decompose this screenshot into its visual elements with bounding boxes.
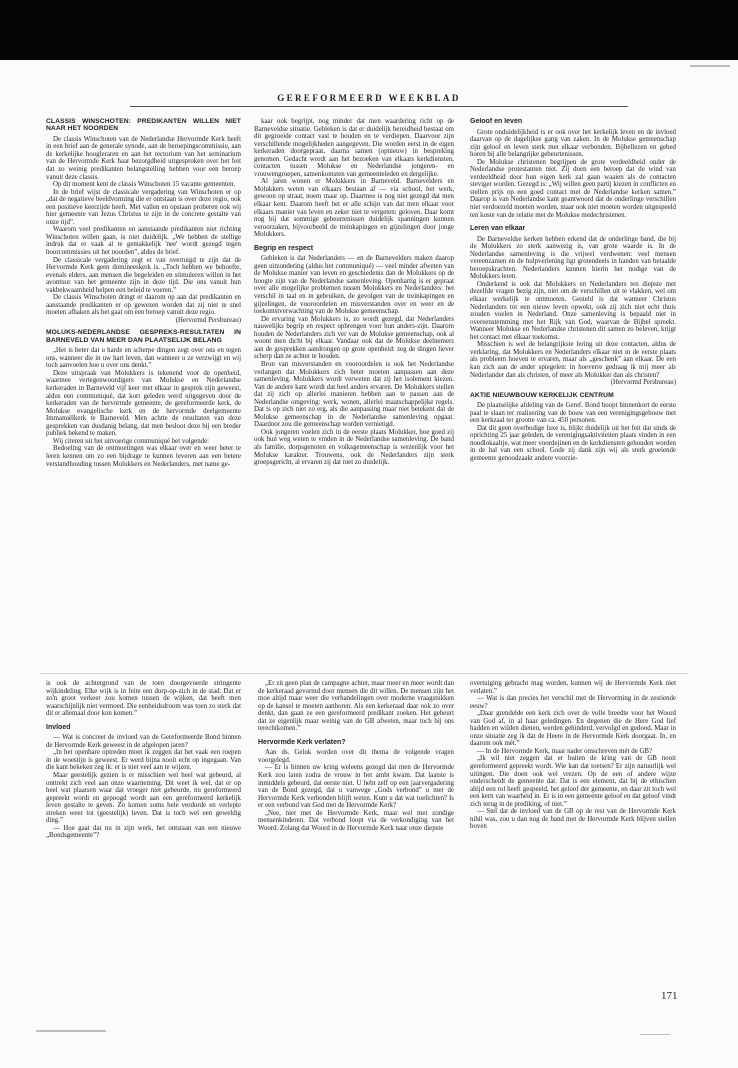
- paragraph: Gebleken is dat Nederlanders — en de Barnevelders maken daarop geen uitzondering (aldus het communiqué) — veel minder afweten van de Molukse manier van leven en geschiedenis dan de Molukkers op de hoogte zijn van de Nederlandse samenleving. Openhartig is er gepraat over alle mogelijke problemen tussen Molukkers en Nederlanders: het verschil in taal en in gebruiken, de gevolgen van de treinkapingen en gijzelingen, de vooroordelen en misverstanden over en weer en de toekomstverwachting van de Molukse gemeenschap.: [254, 255, 454, 316]
- paragraph: Dat dit geen overbodige luxe is, blijkt duidelijk uit het feit dat sinds de oprichting 25 jaar geleden, de verenigingsaktiviteiten plaats vinden in een noodlokaaltje, wat meer voordejinen en de kerkdiensten gehouden worden in de hal van een school. Gode zij dank zijn wij als sterk groeiende gemeente genoodzaakt andere voorzie-: [470, 424, 676, 462]
- subheading: Leren van elkaar: [470, 225, 526, 233]
- paragraph: „Ik wil niet zeggen dat er buiten de kring van de GB nooit gereformeerd gepreekt wordt. Wie kan dat toetsen? Er zijn natuurlijk wel uitingen. Die doen ook wel vrezen. Op de een of andere wijze onderscheidt de gemeente dat. Dat is een element, dat bij de ethischen altijd een rol heeft gespeeld, het geloof der gemeente, en daar zit toch wel een kern van waarheid in. Er is in een gemeente geloof en dat geloof vindt zich terug in de prediking, of niet.”: [470, 755, 676, 808]
- paragraph: „Daar grendelde een kerk zich over de volle breedte voor het Woord van God af, in al haar geledingen. En degenen die de Here God lief hadden en wilden dienen, werden gehinderd, vervolgd en gedood. Maar in onze situatie zeg ik dat de Heere in de Hervormde Kerk doorgaat. In, en daarom ook mèt.”: [470, 710, 676, 748]
- paragraph: Maar geestelijk gezien is er misschien wel heel wat gebeurd, al onttrekt zich veel aan onze waarneming. Dit weet ik wel, dat er op heel wat plaatsen waar dat vroeger niet gebeurde, nu gereformeerd gepreekt wordt en gepoogd wordt aan een gereformeerd kerkelijk leven gestalte te geven. Zo komen soms hele verdorde en verlepte streken weer tot (geestelijk) leven. Dat is toch wel een geweldig ding.”: [46, 772, 241, 825]
- signature: (Hervormd Persbureau): [175, 316, 241, 324]
- paragraph: De ervaring van Molukkers is, zo wordt gezegd, dat Nederlanders nauwelijks begrip en respect opbrengen voor hun anders-zijn. Daarom houden de Nederlanders zich ver van de Molukse gemeenschap, ook al woont men dicht bij elkaar. Vandaar ook dat de Molukse deelnemers aan de gesprekken aandrongen op grote openheid: zeg de dingen liever scherp dan ze achter te houden.: [254, 315, 454, 361]
- paragraph: Misschien is wel de belangrijkste lering uit deze contacten, aldus de verklaring, dat Molukkers en Nederlanders elkaar niet in de eerste plaats als probleem hoeven te ervaren, maar als „geschenk” aan elkaar. De een kan zich aan de ander spiegelen: in hoeverre gedraag ik mij meer als Nederlander dan als christen, of meer als Molukker dan als christen?: [470, 341, 676, 379]
- column-2: [254, 118, 454, 670]
- paragraph: „In het openbare optreden moet ik zeggen dat het vaak een roepen in de woestijn is geweest. Er werd bijna nooit echt op ingegaan. Van die kant bekeken zeg ik: er is niet veel aan te wijzen.: [46, 749, 241, 772]
- paragraph: — Wat is dan precies het verschil met de Hervorming in de zestiende eeuw?: [470, 695, 676, 710]
- scan-mark: [690, 65, 730, 67]
- scan-mark: [640, 1034, 670, 1035]
- paragraph: Aan ds. Geluk worden over dit thema de volgende vragen voorgelegd.: [258, 749, 454, 764]
- column-6: [470, 680, 676, 980]
- column-4: [46, 680, 241, 980]
- article-heading: AKTIE NIEUWBOUW KERKELIJK CENTRUM: [470, 391, 614, 399]
- paragraph: De plaatselijke afdeling van de Geref. Bond hoopt binnenkort de eerste paal te slaan ter realisering van de bouw van een verenigingsgebouw met een kerkzaal ter grootte van ca. 450 personen.: [470, 402, 676, 425]
- paragraph: overtuiging gebracht mag worden, kunnen wij de Hervormde Kerk niet verlaten.”: [470, 680, 676, 695]
- article-heading: MOLUKS-NEDERLANDSE GESPREKS-RESULTATEN IN BARNEVELD VAN MEER DAN PLAATSELIJK BELANG: [46, 329, 241, 344]
- paragraph: kaar ook begrijpt, nog minder dat men waardering richt op de Barneveldse situatie. Gebleken is dat er duidelijk bereidheid bestaat om dit gegroeide contact vast te houden en te verdiepen. Daarvoor zijn verschillende mogelijkheden aangegeven. Die worden eerst in de eigen kerkeraden doorgepraat, daarna samen (opnieuw) in bespreking genomen. Gedacht wordt aan het bezoeken van elkaars kerkdiensten, contacten tussen Molukse en Nederlandse jongeren- en vrouwengroepen, samenkomsten van gemeenteleden en dergelijke.: [254, 118, 454, 178]
- paragraph: Onderkend is ook dat Molukkers en Nederlanders ten diepste met dezelfde vragen bezig zijn, niet om de verschillen uit te vlakken, wel om elkaar werkelijk te ontmoeten. Gesteld is dat wanneer Christus Nederlanders tot een nieuw leven opwekt, ook zij zich niet echt thuis zouden voelen in Nederland. Onze samenleving is bepaald niet in overeenstemming met het Rijk van God, waarvan de Bijbel spreekt. Wanneer Molukse en Nederlandse christenen dit samen zo beleven, krijgt het contact met elkaar toekomst.: [470, 280, 676, 341]
- paragraph: Ook jongeren voelen zich in de eerste plaats Molukker, hoe goed zij ook hun weg weten te vinden in de Nederlandse samenleving. De band als familie, dorpsgenoten en volksgemeenschap is wezenlijk voor het Molukse karakter. Trouwens, ook de Nederlanders zijn sterk groepsgericht, al ervaren zij dat niet zo duidelijk.: [254, 428, 454, 467]
- paragraph: De classis Winschoten van de Nederlandse Hervormde Kerk heeft in een brief aan de generale synode, aan de beroepingscommissie, aan de kerkelijke hoogleraren en aan het rectorium van het seminarium van de Hervormde Kerk haar bezorgdheid uitgesproken over het feit dat zo weinig predikanten belangstelling hebben voor een beroep vanuit deze classis.: [46, 135, 241, 181]
- signature: (Hervormd Persbureau): [610, 379, 676, 387]
- paragraph: Bedoeling van de ontmoetingen was elkaar over en weer beter te leren kennen om zo een bijdrage te kunnen leveren aan een betere verstandhouding tussen Molukkers en Nederlanders, met name ge-: [46, 445, 241, 468]
- masthead: GEREFORMEERD WEEKBLAD: [277, 93, 461, 103]
- paragraph: Op dit moment kent de classis Winschoten 15 vacante gemeenten.: [53, 181, 236, 189]
- paragraph: Al jaren wonen er Molukkers in Barneveld. Barnevelders en Molukkers weten van elkaars bestaan af — via school, het werk, gewoon op straat, noem maar op. Daarmee is nog niet gezegd dat men elkaar kent. Daarom heeft het er alle schijn van dat men elkaar voor elkaars manier van leven en zeker niet te vergeten: geloven. Daar komt nog bij dat sommige gebeurtenissen duidelijk spanningen kunnen veroorzaken, bijvoorbeeld de treinkapingen en gijzelingen door jonge Molukkers.: [254, 178, 454, 239]
- section-divider: [40, 673, 688, 674]
- masthead-rule: [130, 106, 628, 107]
- paragraph: — Wat is concreet de invloed van de Gereformeerde Bond binnen de Hervormde Kerk geweest in de afgelopen jaren?: [46, 734, 241, 749]
- paragraph: Deze uitspraak van Molukkers is tekenend voor de openheid, waarmee vertegenwoordigers van Molukse en Nederlandse kerkeraden in Barneveld vijf keer met elkaar in gesprek zijn geweest, aldus een communiqué, dat kort geleden werd uitgegeven door de kerkeraden van de hervormde gemeente, de gereformeerde kerk, de Molukse evangelische kerk en de hervormde deelgemeente Immanuëlkerk te Barneveld. Men achtte de resultaten van deze gesprekken van dusdanig belang, dat men besloot deze bij een breder publiek bekend te maken.: [46, 369, 241, 438]
- paragraph: De classis Winschoten dringt er daarom op aan dat predikanten en aanstaande predikanten er op gewezen worden dat zij niet te snel moeten afhaken als het gaat om een beroep vanuit deze regio.: [46, 294, 241, 317]
- column-3: [470, 118, 676, 670]
- paragraph: — Hoe gaat dat nu in zijn werk, het ontstaan van een nieuwe „Bondsgemeente”?: [46, 824, 241, 840]
- column-1: [46, 118, 241, 670]
- paragraph: „Er zit geen plan de campagne achter, maar meer en meer wordt dan de kerkeraad gevormd door mensen die dit willen. De mensen zijn het moe altijd maar weer die verhandelingen over moderne vraagstukken op de kansel te moeten aanhoren. Als een kerkeraad daar ook zo over denkt, dan gaan ze een gereformeerd predikant zoeken. Het gebeurt dat ze eigenlijk maar weinig van de GB afweten, maar toch bij ons terechtkomen.”: [258, 680, 454, 733]
- paragraph: — In de Hervormde Kerk, maar nader omschreven mèt de GB?: [477, 747, 653, 755]
- paragraph: De Molukse christenen begrijpen de grote verdeeldheid onder de Nederlandse protestanten niet. Zij doen een beroep dat de wind van verdeeldheid door hun eigen kerk zal gaan waaien als de contacten steviger worden. Gezegd is: „Wij willen geen partij kiezen in conflicten en stellen prijs op een goed contact met de Nederlandse kerken samen.” Daarop is van Nederlandse kant geantwoord dat de onderlinge verschillen niet verdoezeld moeten worden, maar ook niet moeten worden uitgespeeld ten koste van de relatie met de Molukse medechristenen.: [470, 158, 676, 219]
- column-5: [258, 680, 454, 980]
- subheading: Invloed: [46, 723, 71, 731]
- scan-top-border: [0, 0, 738, 60]
- paragraph: Grote onduidelijkheid is er ook over het kerkelijk leven en de invloed daarvan op de dagelijkse gang van zaken. In de Molukse gemeenschap zijn geloof en leven sterk met elkaar verbonden. Bijbellezen en gebed horen bij alle belangrijke gebeurtenissen.: [470, 128, 676, 159]
- page-number: 171: [661, 990, 678, 1002]
- scan-mark: [36, 1030, 106, 1032]
- subheading: Begrip en respect: [254, 244, 314, 252]
- paragraph: Waarom veel predikanten en aanstaande predikanten niet richting Winschoten willen gaan, is niet duidelijk. „We hebben de stellige indruk dat er vaak al te gemakkelijk 'nee' wordt gezegd tegen hoorcommissies uit het noorden”, aldus de brief.: [46, 226, 241, 257]
- paragraph: Wij citeren uit het uitvoerige communiqué het volgende:: [53, 437, 210, 445]
- paragraph: „Het is beter dat u harde en scherpe dingen zegt over ons en tegen ons, wanneer die in uw hart leven, dan wanneer u ze verzwijgt en wij toch aanvoelen hoe u over ons denkt.”: [46, 347, 241, 370]
- paragraph: In de brief wijst de classicale vergadering van Winschoten er op „dat de negatieve beeldvorming die er ontstaan is over deze regio, ook een positieve keerzijde heeft. Met vallen en opstaan proberen ook wij hier gemeente van Jezus Christus te zijn in de concrete gestalte van onze tijd”.: [46, 188, 241, 226]
- subheading: Hervormde Kerk verlaten?: [258, 738, 346, 746]
- paragraph: Bron van misverstanden en vooroordelen is ook het Nederlandse verlangen dat Molukkers zich beter moeten aanpassen aan deze samenleving. Molukkers wordt verweten dat zij het isolement kiezen. Van de andere kant wordt dat heel anders ervaren. De Molukkers stellen dat zij zich op allerlei manieren hebben aan te passen aan de Nederlandse omgeving: werk, wonen, allerlei maatschappelijke regels. Dat is op zich niet zo erg, als die aanpassing maar niet betekent dat de Molukse gemeenschap in de Nederlandse samenleving opgaat. Daardoor zou die gemeenschap worden vernietigd.: [254, 360, 454, 429]
- paragraph: is ook de achtergrond van de toen doorgevoerde stringente wijkindeling. Elke wijk is in feite een dorp-op-zich in de stad. Dat er zo'n groot verkeer zou komen tussen de wijken, dat heeft men waarschijnlijk niet vermoed. Die eenheidsdroom was toen zo sterk dat dit er allemaal door kon komen.”: [46, 680, 241, 718]
- paragraph: De Barneveldse kerken hebben erkend dat de onderlinge band, die bij de Molukkers zo sterk aanwezig is, van grote waarde is. In de Nederlandse samenleving is die vrijwel verdwenen: veel mensen vereenzamen en de hulpverlening ligt grotendeels in handen van betaalde beroepskrachten. Nederlanders kunnen hierin het nodige van de Molukkers leren.: [470, 235, 676, 281]
- subheading: Geloof en leven: [470, 118, 523, 125]
- paragraph: „Nee, niet met de Hervormde Kerk, maar wel met zondige mensenkinderen. Dat verbond loopt via de verkondiging van het Woord. Zolang dat Woord in de Hervormde Kerk naar onze diepste: [258, 809, 454, 832]
- paragraph: — Stel dat de invloed van de GB op de rest van de Hervormde Kerk nihil was, zou u dan nog de band met de Hervormde Kerk blijven stellen boven: [470, 808, 676, 831]
- paragraph: — Er is binnen uw kring weleens gezegd dat men de Hervormde Kerk zou laten zodra de vrouw in het ambt kwam. Dat laatste is inmiddels gebeurd, dat eerste niet. U hebt zelf op een jaarvergadering van de Bond gezegd, dat u vanwege „Gods verbond” u met de Hervormde Kerk verbonden blijft weten. Kunt u dat wat toelichten? Is er een verbond van God met de Hervormde Kerk?: [258, 764, 454, 810]
- paragraph: De classicale vergadering zegt er van overtuigd te zijn dat de Hervormde Kerk geen domineeskerk is. „Toch hebben we behoefte, evenals elders, aan mensen die begeleiden en stimuleren willen in het avontuur van het gemeente zijn in deze tijd. Die ons vanuit hun vakbekwaamheid helpen een beleid te voeren.”: [46, 256, 241, 294]
- article-heading: CLASSIS WINSCHOTEN: PREDIKANTEN WILLEN NIET NAAR HET NOORDEN: [46, 118, 241, 133]
